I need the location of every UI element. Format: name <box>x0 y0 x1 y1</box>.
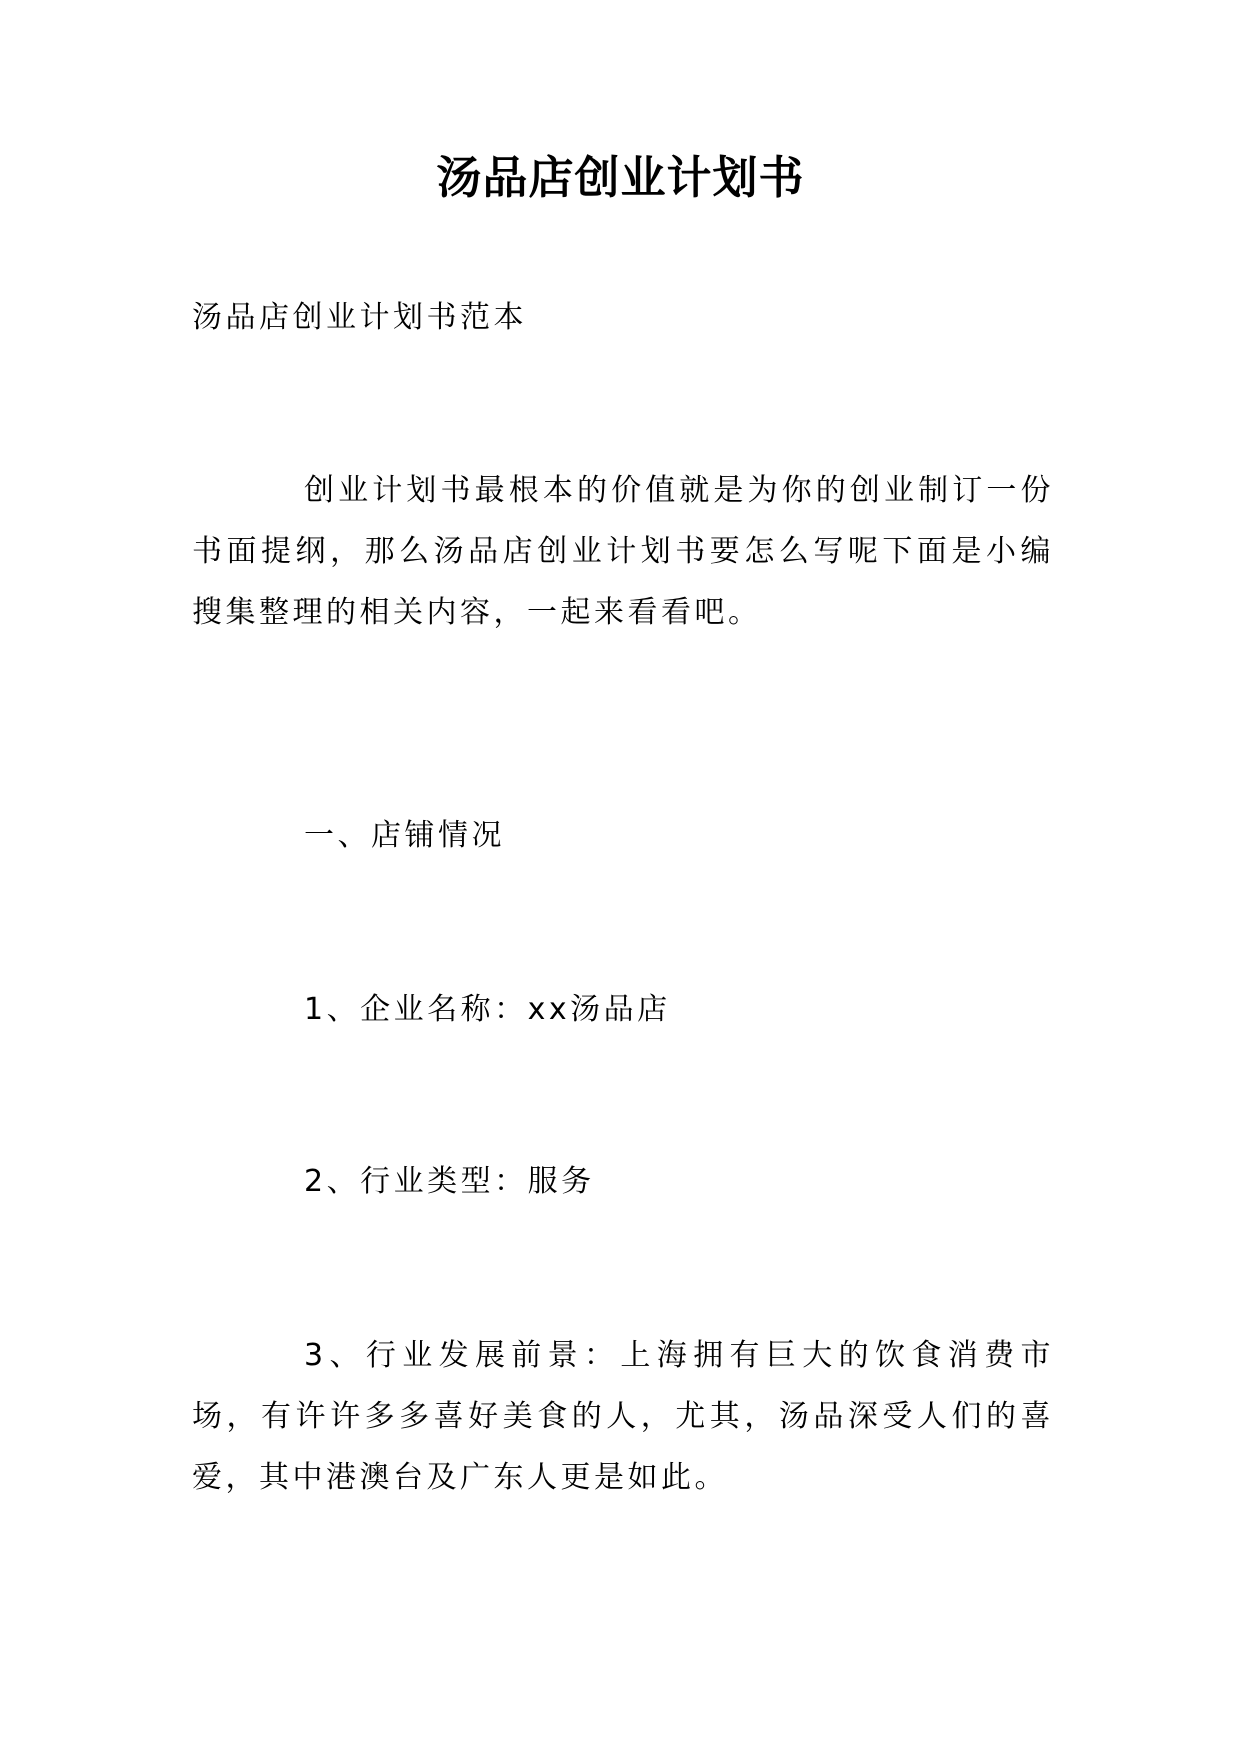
section-heading-store-overview: 一、店铺情况 <box>304 818 505 853</box>
item-industry-type: 2、行业类型：服务 <box>304 1164 595 1199</box>
item-company-name: 1、企业名称：xx汤品店 <box>304 992 671 1027</box>
document-subtitle: 汤品店创业计划书范本 <box>192 300 527 335</box>
intro-paragraph: 创业计划书最根本的价值就是为你的创业制订一份书面提纲，那么汤品店创业计划书要怎么写呢下面是小编搜集整理的相关内容，一起来看看吧。 <box>192 473 1054 630</box>
document-title: 汤品店创业计划书 <box>436 151 805 204</box>
item-industry-outlook: 3、行业发展前景：上海拥有巨大的饮食消费市场，有许许多多喜好美食的人，尤其，汤品深受人们的喜爱，其中港澳台及广东人更是如此。 <box>192 1338 1054 1495</box>
